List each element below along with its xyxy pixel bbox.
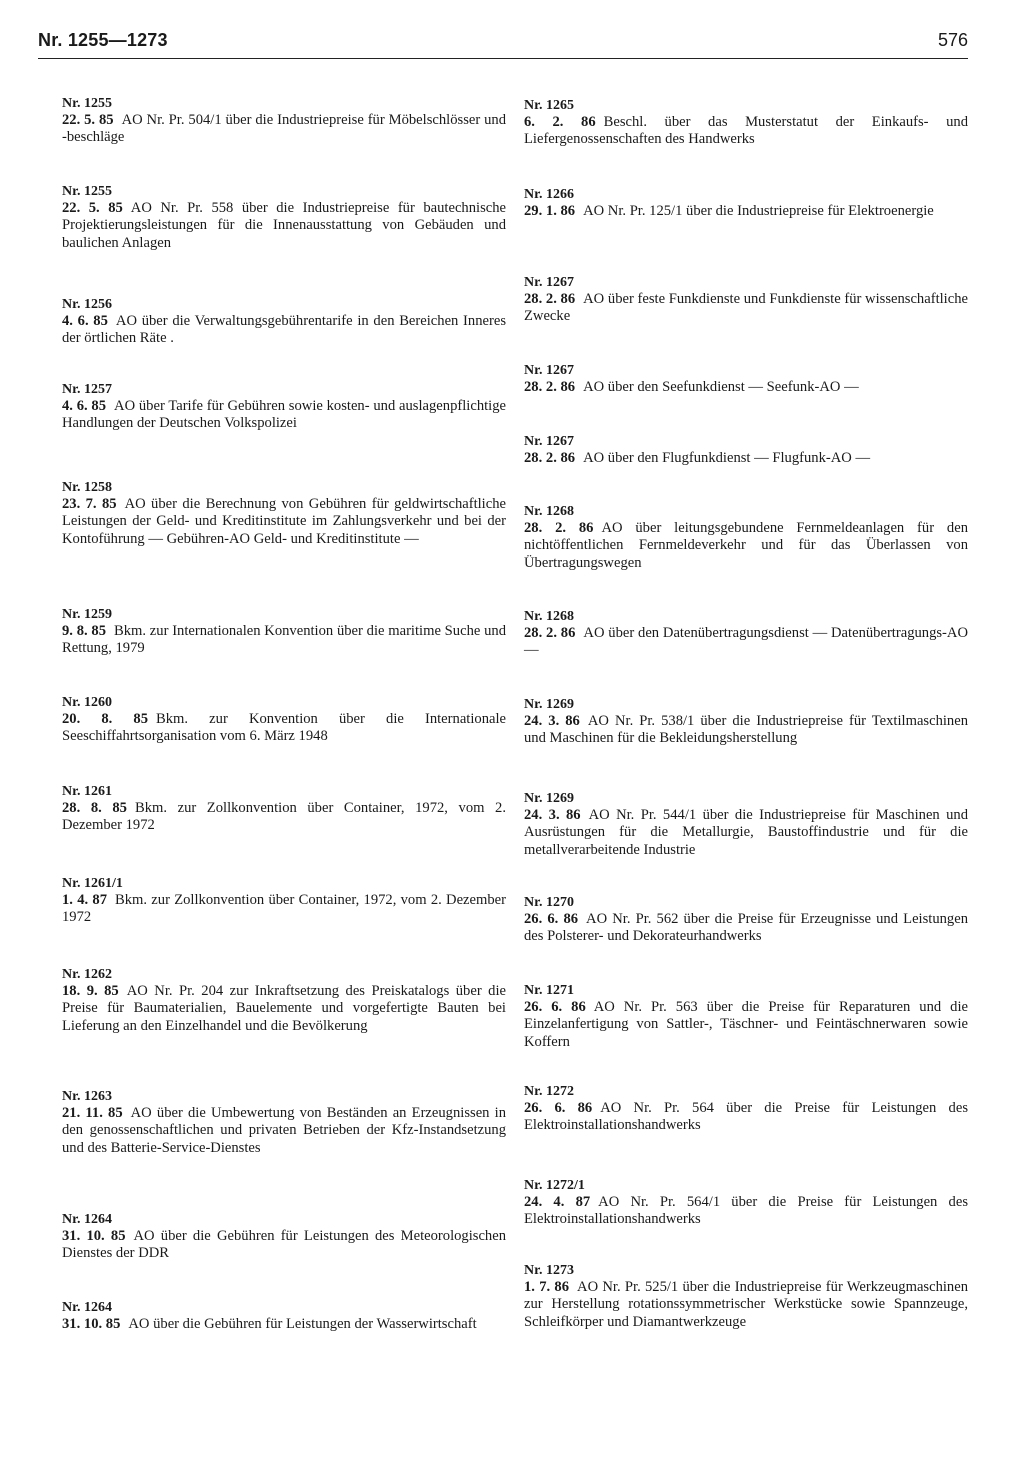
entry-number: Nr. 1264 <box>62 1212 113 1227</box>
list-item <box>524 608 968 660</box>
list-item <box>524 97 968 149</box>
entry-number: Nr. 1267 <box>524 363 575 378</box>
entry-description: Beschl. über das Musterstatut der Einkaufs- und Liefergenossenschaften des Handwerks <box>524 114 968 148</box>
entry-description: AO über leitungsgebundene Fernmeldeanlagen für den nichtöffentlichen Fernmeldeverkehr und für das Überlassen von Übertragungswegen <box>524 520 968 571</box>
entry-description: Bkm. zur Zollkonvention über Container, 1972, vom 2. Dezember 1972 <box>62 800 507 834</box>
list-item <box>524 433 968 467</box>
entry-description: AO über die Gebühren für Leistungen der Wasserwirtschaft <box>128 1316 477 1332</box>
list-item <box>62 1211 506 1263</box>
header-rule <box>38 58 968 59</box>
entry-number: Nr. 1265 <box>524 98 575 113</box>
entry-description: AO über die Verwaltungsgebührentarife in den Bereichen Inneres der örtlichen Räte . <box>62 313 507 347</box>
page-header <box>38 30 968 64</box>
entry-date: 22. 5. 85 <box>62 112 114 128</box>
list-item <box>524 1177 968 1229</box>
entry-number: Nr. 1268 <box>524 504 575 519</box>
entry-body <box>62 983 506 1035</box>
entry-description: AO über die Umbewertung von Beständen an Erzeugnissen in den genossenschaftlichen und privaten Betrieben der Kfz-Instandsetzung und des Batterie-Service-Dienstes <box>62 1105 506 1156</box>
list-item <box>62 606 506 658</box>
list-item <box>524 982 968 1051</box>
list-item <box>62 966 506 1035</box>
list-item <box>524 503 968 572</box>
list-item <box>62 479 506 548</box>
entry-number: Nr. 1269 <box>524 791 575 806</box>
entry-description: AO Nr. Pr. 544/1 über die Industriepreise für Maschinen und Ausrüstungen für die Metallurgie, Baustoffindustrie und für die metallverarbeitende Industrie <box>524 807 969 858</box>
entry-description: AO Nr. Pr. 562 über die Preise für Erzeugnisse und Leistungen des Polsterer- und Dekorateurhandwerks <box>524 911 968 945</box>
entry-number: Nr. 1256 <box>62 297 113 312</box>
entry-body <box>62 711 506 746</box>
entry-description: AO über Tarife für Gebühren sowie kosten- und auslagenpflichtige Handlungen der Deutschen Volkspolizei <box>62 398 507 432</box>
list-item <box>62 694 506 746</box>
entry-body <box>62 496 506 548</box>
entry-body <box>62 398 506 433</box>
entry-description: AO über feste Funkdienste und Funkdienste für wissenschaftliche Zwecke <box>524 291 968 325</box>
entry-date: 6. 2. 86 <box>524 114 596 130</box>
list-item <box>62 875 506 927</box>
entry-body <box>524 114 968 149</box>
entry-number: Nr. 1262 <box>62 967 113 982</box>
entry-date: 1. 7. 86 <box>524 1279 570 1295</box>
entry-number: Nr. 1261/1 <box>62 876 123 891</box>
entry-number: Nr. 1272/1 <box>524 1178 585 1193</box>
entry-date: 1. 4. 87 <box>62 892 108 908</box>
entry-date: 29. 1. 86 <box>524 203 576 219</box>
entry-date: 28. 2. 86 <box>524 450 576 466</box>
entry-description: AO über den Datenübertragungsdienst — Datenübertragungs-AO — <box>524 625 968 659</box>
entry-body <box>62 313 506 348</box>
entry-number: Nr. 1271 <box>524 983 575 998</box>
entry-number: Nr. 1267 <box>524 434 575 449</box>
entry-date: 24. 3. 86 <box>524 807 581 823</box>
entry-body <box>524 1279 968 1331</box>
page-number: 576 <box>937 30 968 50</box>
list-item <box>62 1299 506 1333</box>
entry-body <box>524 999 968 1051</box>
entry-date: 22. 5. 85 <box>62 200 123 216</box>
entry-date: 31. 10. 85 <box>62 1316 121 1332</box>
entry-description: AO Nr. Pr. 538/1 über die Industriepreise für Textilmaschinen und Maschinen für die Bekleidungsherstellung <box>524 713 969 747</box>
list-item <box>524 362 968 396</box>
entry-number: Nr. 1255 <box>62 184 113 199</box>
entry-body <box>524 450 968 467</box>
entry-body <box>524 911 968 946</box>
entry-number: Nr. 1270 <box>524 895 575 910</box>
entry-body <box>524 291 968 326</box>
entry-date: 26. 6. 86 <box>524 911 579 927</box>
entry-description: AO über den Flugfunkdienst — Flugfunk-AO — <box>583 450 871 466</box>
entry-body <box>524 1100 968 1135</box>
entry-description: AO Nr. Pr. 564 über die Preise für Leistungen des Elektroinstallationshandwerks <box>524 1100 969 1134</box>
list-item <box>524 274 968 326</box>
page-title: Nr. 1255—1273 <box>38 30 168 50</box>
entry-date: 24. 4. 87 <box>524 1194 591 1210</box>
list-item <box>524 186 968 220</box>
entry-body <box>62 892 506 927</box>
list-item <box>524 696 968 748</box>
list-item <box>62 783 506 835</box>
entry-date: 28. 2. 86 <box>524 379 576 395</box>
entry-description: AO über die Gebühren für Leistungen des Meteorologischen Dienstes der DDR <box>62 1228 507 1262</box>
entry-number: Nr. 1267 <box>524 275 575 290</box>
entry-description: AO über den Seefunkdienst — Seefunk-AO — <box>583 379 859 395</box>
list-item <box>524 1262 968 1331</box>
entry-number: Nr. 1268 <box>524 609 575 624</box>
entry-body <box>62 800 506 835</box>
entry-date: 23. 7. 85 <box>62 496 117 512</box>
entry-number: Nr. 1264 <box>62 1300 113 1315</box>
entry-body <box>62 1228 506 1263</box>
entry-date: 28. 2. 86 <box>524 520 594 536</box>
entry-body <box>524 713 968 748</box>
entry-body <box>62 1316 506 1333</box>
entry-date: 4. 6. 85 <box>62 398 107 414</box>
entry-body <box>524 203 968 220</box>
entry-date: 31. 10. 85 <box>62 1228 126 1244</box>
entry-description: AO Nr. Pr. 563 über die Preise für Reparaturen und die Einzelanfertigung von Sattler-, Täschner- und Feintäschnerwaren sowie Koffern <box>524 999 968 1050</box>
entry-description: Bkm. zur Internationalen Konvention über die maritime Suche und Rettung, 1979 <box>62 623 507 657</box>
entry-body <box>62 112 506 147</box>
entry-description: AO Nr. Pr. 125/1 über die Industriepreise für Elektroenergie <box>583 203 934 219</box>
entry-date: 4. 6. 85 <box>62 313 108 329</box>
entry-number: Nr. 1255 <box>62 96 113 111</box>
entry-number: Nr. 1259 <box>62 607 113 622</box>
entry-body <box>524 1194 968 1229</box>
entry-number: Nr. 1260 <box>62 695 113 710</box>
entry-description: Bkm. zur Konvention über die Internationale Seeschiffahrtsorganisation vom 6. März 1948 <box>62 711 507 745</box>
entry-description: AO Nr. Pr. 558 über die Industriepreise für bautechnische Projektierungsleistungen für die Innenausstattung von Gebäuden und baulichen Anlagen <box>62 200 506 251</box>
entry-number: Nr. 1269 <box>524 697 575 712</box>
list-item <box>62 296 506 348</box>
entry-number: Nr. 1263 <box>62 1089 113 1104</box>
entry-date: 21. 11. 85 <box>62 1105 123 1121</box>
entry-number: Nr. 1258 <box>62 480 113 495</box>
entry-body <box>62 623 506 658</box>
entry-date: 28. 8. 85 <box>62 800 127 816</box>
entry-description: AO Nr. Pr. 204 zur Inkraftsetzung des Preiskatalogs über die Preise für Baumaterialien, Bauelemente und vorgefertigte Bauten bei Lieferung an den Einzelhandel und die Bevölkerung <box>62 983 506 1034</box>
list-item <box>524 894 968 946</box>
entry-body <box>62 200 506 252</box>
list-item <box>524 790 968 859</box>
list-item <box>62 381 506 433</box>
entry-description: Bkm. zur Zollkonvention über Container, 1972, vom 2. Dezember 1972 <box>62 892 506 926</box>
entry-date: 28. 2. 86 <box>524 625 576 641</box>
entry-number: Nr. 1273 <box>524 1263 575 1278</box>
entry-number: Nr. 1266 <box>524 187 575 202</box>
list-item <box>524 1083 968 1135</box>
list-item <box>62 1088 506 1157</box>
entry-description: AO über die Berechnung von Gebühren für geldwirtschaftliche Leistungen der Geld- und Kreditinstitute im Zahlungsverkehr und bei der Kontoführung — Gebühren-AO Geld- und Kreditinstitute — <box>62 496 506 547</box>
entry-body <box>524 379 968 396</box>
entry-description: AO Nr. Pr. 504/1 über die Industriepreise für Möbelschlösser und -beschläge <box>62 112 506 146</box>
entry-date: 18. 9. 85 <box>62 983 119 999</box>
entry-date: 9. 8. 85 <box>62 623 107 639</box>
entry-number: Nr. 1261 <box>62 784 113 799</box>
entry-body <box>524 625 968 660</box>
entry-description: AO Nr. Pr. 525/1 über die Industriepreise für Werkzeugmaschinen zur Herstellung rotationssymmetrischer Werkstücke sowie Spannzeuge, Schleifkörper und Diamantwerkzeuge <box>524 1279 969 1330</box>
entry-body <box>524 520 968 572</box>
entry-date: 28. 2. 86 <box>524 291 576 307</box>
entry-body <box>62 1105 506 1157</box>
entry-body <box>524 807 968 859</box>
list-item <box>62 95 506 147</box>
entry-number: Nr. 1272 <box>524 1084 575 1099</box>
entry-date: 24. 3. 86 <box>524 713 580 729</box>
entry-date: 26. 6. 86 <box>524 999 586 1015</box>
entry-date: 26. 6. 86 <box>524 1100 593 1116</box>
entry-date: 20. 8. 85 <box>62 711 149 727</box>
entry-number: Nr. 1257 <box>62 382 113 397</box>
entry-description: AO Nr. Pr. 564/1 über die Preise für Leistungen des Elektroinstallationshandwerks <box>524 1194 968 1228</box>
list-item <box>62 183 506 252</box>
